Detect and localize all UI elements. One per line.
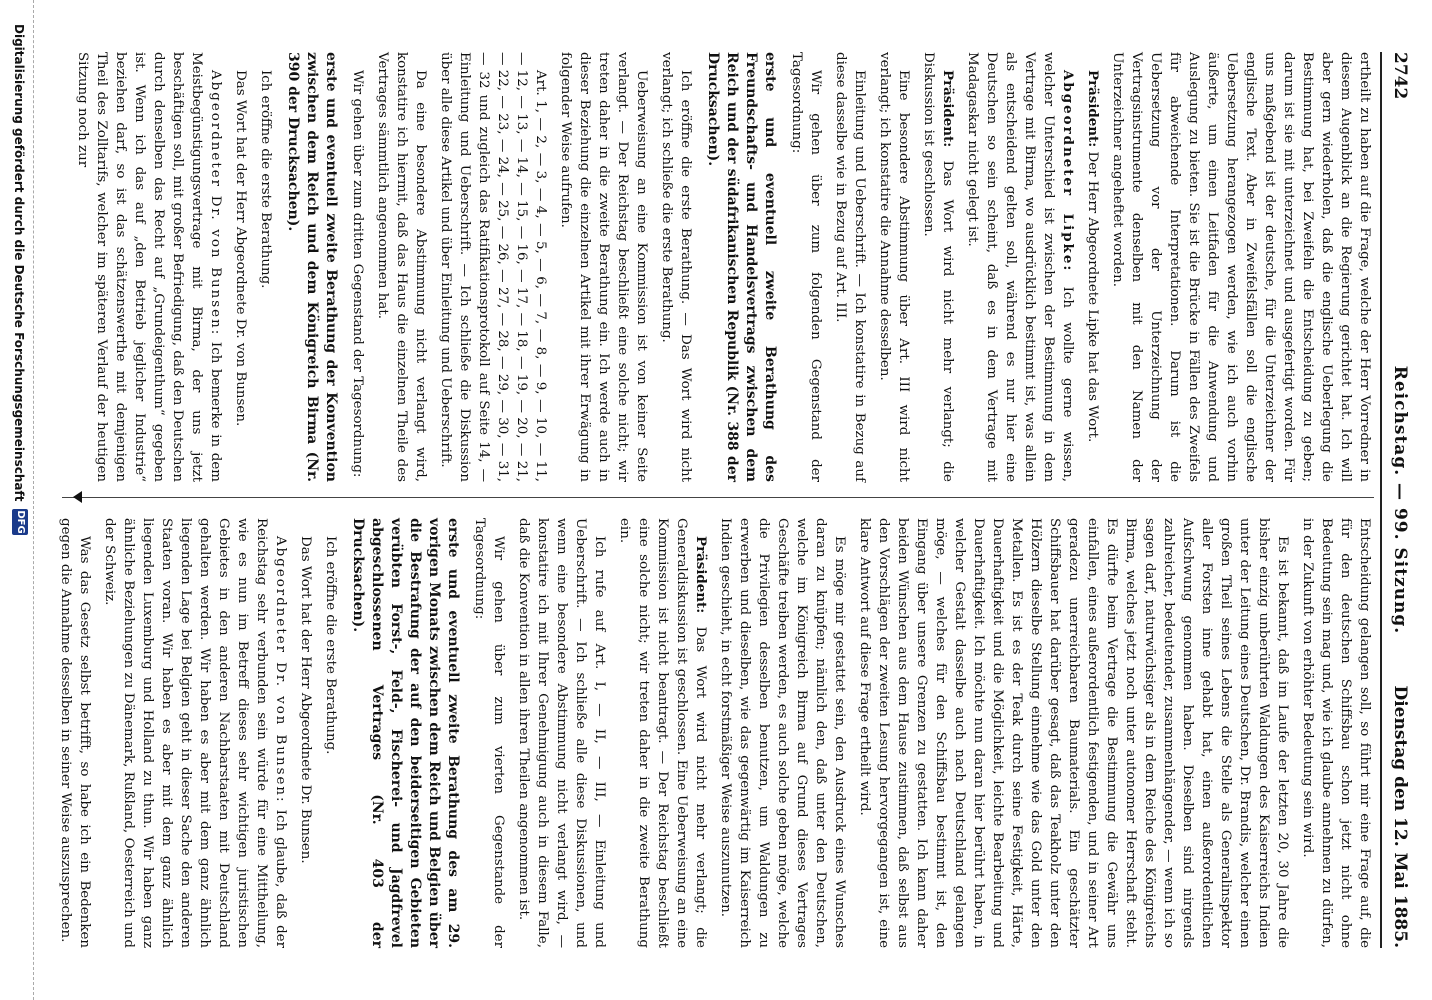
paragraph: Das Wort hat der Herr Abgeordnete Dr. von Bunsen. <box>233 70 248 427</box>
paragraph-text: Das Wort wird nicht mehr verlangt; die Generaldiskussion ist geschlossen. Eine Ueberweisung an eine Kommission ist nicht beantragt. — Der Reichstag beschließt eine solche nicht; wir treten daher in die zweite Berathung ein. <box>617 518 708 948</box>
paragraph <box>1083 52 1102 482</box>
dfg-logo-icon: DFG <box>12 509 28 535</box>
paragraph-text: Ich glaube, daß der Reichstag sehr verbunden sein würde für eine Mittheilung, wie es nun im Betreff dieses sehr wichtigen juristischen Gebietes in den anderen Nachbarstaaten mit Deutschland gehalten werden. Wir haben es aber mit dem ganz ähnlich liegenden Lage bei Belgien geht in dieser Sache den anderen Staaten voran. Wir haben es aber mit dem ganz ähnlich liegenden Luxemburg und Holland zu thun. Wir haben ganz ähnliche Beziehungen zu Dänemark, Rußland, Oesterreich und der Schweiz. <box>102 518 288 948</box>
paragraph: Ich eröffne die erste Berathung. <box>258 70 273 289</box>
paragraph <box>615 518 710 948</box>
agenda-heading: erste und eventuell zweite Berathung der Konvention zwischen dem Reich und dem Königreich Birma (Nr. 390 der Drucksachen). <box>285 52 339 482</box>
column-marker-icon <box>73 491 82 503</box>
paragraph <box>100 518 290 948</box>
agenda-heading: erste und eventuell zweite Berathung des Freundschafts- und Handelsvertrags zwischen dem Reich und der südafrikanischen Republik (Nr. 388 der Drucksachen). <box>705 52 778 482</box>
paragraph: Es möge mir gestattet sein, den Ausdruck eines Wunsches daran zu knüpfen; nämlich den, daß unter den Deutschen, welche im Königreich Birma auf Grund dieses Vertrages Geschäfte treiben werden, es auch solche geben möge, welche die Privilegien desselben benutzen, um Waldungen zu erwerben und dieselben, wie das gegenwärtig im Kaiserreich Indien geschieht, in echt forstmäßiger Weise auszunutzen. <box>718 518 847 948</box>
scan-edge <box>33 0 34 1000</box>
agenda-heading: erste und eventuell zweite Berathung des am 29. vorigen Monats zwischen dem Reich und Belgien über die Bestrafung der auf den beiderseitigen Gebieten verübten Forst-, Feld-, Fischerei- und Jagdfrevel abgeschlossenen Vertrages (Nr. 403 der Drucksachen). <box>350 518 461 948</box>
paragraph: Eine besondere Abstimmung über Art. III wird nicht verlangt; ich konstatire die Annahme desselben. <box>877 52 911 482</box>
paragraph: Einleitung und Ueberschrift. — Ich konstatire in Bezug auf diese dasselbe wie in Bezug auf Art. III. <box>833 52 867 482</box>
page-header <box>1384 52 1414 948</box>
paragraph: Wir gehen über zum vierten Gegenstande der Tagesordnung: <box>472 518 506 948</box>
paragraph: Ich eröffne die erste Berathung. <box>323 536 338 755</box>
paragraph <box>919 52 957 482</box>
column-divider <box>62 497 1374 498</box>
paragraph: Das Wort hat der Herr Abgeordnete Dr. Bunsen. <box>298 536 313 864</box>
footer-text: Digitalisierung gefördert durch die Deutsche Forschungsgemeinschaft <box>12 24 26 502</box>
paragraph-text: Ich bemerke in dem Meistbegünstigungsvertrage mit Birma, der uns jetzt beschäftigen soll, mit großer Befriedigung, daß den Deutschen durch denselben das Recht auf „Grundeigenthum“ gegeben ist. Wenn ich das auf „den Betrieb jeglicher Industrie“ beziehen darf, so ist das schätzenswerthe mit demjenigen Theil des Zolltarifs, welcher im späteren Verlauf der heutigen Sitzung noch zur <box>75 52 223 482</box>
paragraph-text: Das Wort wird nicht mehr verlangt; die Diskussion ist geschlossen. <box>921 52 955 482</box>
paragraph: Ueberweisung an eine Kommission ist von keiner Seite verlangt. — Der Reichstag beschließt eine solche nicht; wir treten daher in die zweite Berathung ein. Ich werde auch in dieser Beziehung die einzelnen Artikel mit ihrer Erwägung in folgender Weise aufrufen. <box>558 52 649 482</box>
paragraph: Wir gehen über zum dritten Gegenstand der Tagesordnung: <box>350 70 365 478</box>
speaker-label: Präsident: <box>940 70 956 148</box>
paragraph: Wir gehen über zum folgenden Gegenstand der Tagesordnung: <box>789 52 823 482</box>
speaker-label: Präsident: <box>693 536 709 614</box>
paragraph-text: Der Herr Abgeordnete Lipke hat das Wort. <box>1085 151 1100 443</box>
speaker-label: Abgeordneter Dr. von Bunsen: <box>273 536 288 804</box>
speaker-label: Abgeordneter Lipke: <box>1060 70 1076 273</box>
paragraph <box>963 52 1077 482</box>
paragraph: Entscheidung gelangen soll, so führt mir eine Frage auf, die für den deutschen Schiffsbau schon jetzt nicht ohne Bedeutung sein mag und, wie ich glaube annehmen zu dürfen, in der Zukunft von erhöhter Bedeutung sein wird. <box>1300 518 1372 948</box>
paragraph: Ich rufe auf Art. I, — II, — III, — Einleitung und Ueberschrift. — Ich schließe alle diese Diskussionen, und wenn eine besondere Abstimmung nicht verlangt wird, — konstatire ich mit Ihrer Genehmigung auch in diesem Falle, daß die Konvention in allen ihren Theilen angenommen ist. <box>516 518 607 948</box>
right-column <box>58 518 1374 948</box>
paragraph: Es ist bekannt, daß im Laufe der letzten 20, 30 Jahre die bisher einzig unberührten Waldungen des Kaiserreichs Indien unter der Leitung eines Deutschen, Dr. Brandis, welcher einen großen Theil seines Lebens die Stelle als Generalinspektor aller Forsten inne gehabt hat, einen außerordentlichen Aufschwung genommen haben. Dieselben sind nirgends zahlreicher, bedeutender, zusammenhängender, — wenn ich so sagen darf, naturwüchsiger als in dem Reiche des Königreichs Birma, welches jetzt noch unter autonomer Herrschaft steht. Es dürfte beim Vertrage die Bestimmung die Gewähr uns einfallen, eines außerordentlich festigenden, und in seiner Art geradezu unerreichbaren Baumaterials. Ein geschätzter Schiffsbauer hat darüber gesagt, daß das Teakholz unter den Hölzern dieselbe Stellung einnehme wie das Gold unter den Metallen. Es ist es der Teak durch seine Festigkeit, Härte, Dauerhaftigkeit und die Möglichkeit, leichte Bearbeitung und Dauerhaftigkeit. Ich möchte nun daran hier berührt haben, in welcher Gestalt dasselbe auch nach Deutschland gelangen möge, — welches für den Schiffsbau bestimmt ist, den Eingang über unsere Grenzen zu gestatten. Ich kann daher beiden Wünschen aus dem Hause zustimmen, daß selbst aus den Vorschlägen der zweiten Lesung hervorgegangen ist, eine klare Antwort auf diese Frage ertheilt wird. <box>857 518 1290 948</box>
header-rule <box>1380 52 1382 948</box>
digitization-footer <box>6 0 30 1000</box>
paragraph: Art. 1, — 2, — 3, — 4, — 5, — 6, — 7, — 8, — 9, — 10, — 11, — 12, — 13, — 14, — 15, — 16, — 17, — 18, — 19, — 20, — 21, — 22, — 23, — 24, — 25, — 26, — 27, — 28, — 29, — 30, — 31, — 32 und zugleich das Ratifikationsprotokoll auf Seite 14, — Einleitung und Ueberschrift. — Ich schließe die Diskussion über alle diese Artikel und über Einleitung und Ueberschrift. <box>438 52 548 482</box>
speaker-label: Präsident: <box>1085 70 1101 148</box>
header-date: Dienstag den 12. Mai 1885. <box>1390 685 1410 948</box>
paragraph: Da eine besondere Abstimmung nicht verlangt wird, konstatire ich hiermit, daß das Haus die einzelnen Theile des Vertrages sämmtlich angenommen hat. <box>375 52 428 482</box>
header-title: Reichstag. — 99. Sitzung. <box>1390 365 1410 635</box>
paragraph-text: Ich wollte gerne wissen, welcher Unterschied ist zwischen der Bestimmung in dem Vertrage mit Birma, wo ausdrücklich bestimmt ist, was allein als entscheidend gelten soll, während es nur hier eine Deutschen so sein scheint, daß es in dem Vertrage mit Madagaskar nicht gelegt ist. <box>965 52 1075 482</box>
speaker-label: Abgeordneter Dr. von Bunsen: <box>208 70 223 337</box>
paragraph <box>73 52 225 482</box>
paragraph: Was das Gesetz selbst betrifft, so habe ich ein Bedenken gegen die Annahme desselben in seiner Weise auszusprechen. <box>58 518 92 948</box>
paragraph: Ich eröffne die erste Berathung. — Das Wort wird nicht verlangt; ich schließe die erste Berathung. <box>659 52 693 482</box>
left-column <box>62 52 1374 482</box>
paragraph: ertheilt zu haben auf die Frage, welche der Herr Vorredner in diesem Augenblick an die Regierung gerichtet hat. Ich will aber gern wiederholen, daß die englische Ueberlegung die Bestimmung hat, bei Zweifeln die Entscheidung zu geben; darum ist sie mit unterzeichnet und ausgefertigt worden. Für uns maßgebend ist der deutsche, für die Unterzeichner der englische Text. Aber in Zweifelsfällen soll die englische Uebersetzung herangezogen werden, wie ich auch vorhin äußerte, um einen Leitfaden für die Anwendung und Auslegung zu bieten. Sie ist die Brücke in Fällen des Zweifels für abweichende Interpretationen. Darum ist die Uebersetzung vor der Unterzeichnung der Vertragsinstrumente denselben mit den Namen der Unterzeichner angeheftet worden. <box>1110 52 1372 482</box>
page-number: 2742 <box>1390 52 1410 100</box>
